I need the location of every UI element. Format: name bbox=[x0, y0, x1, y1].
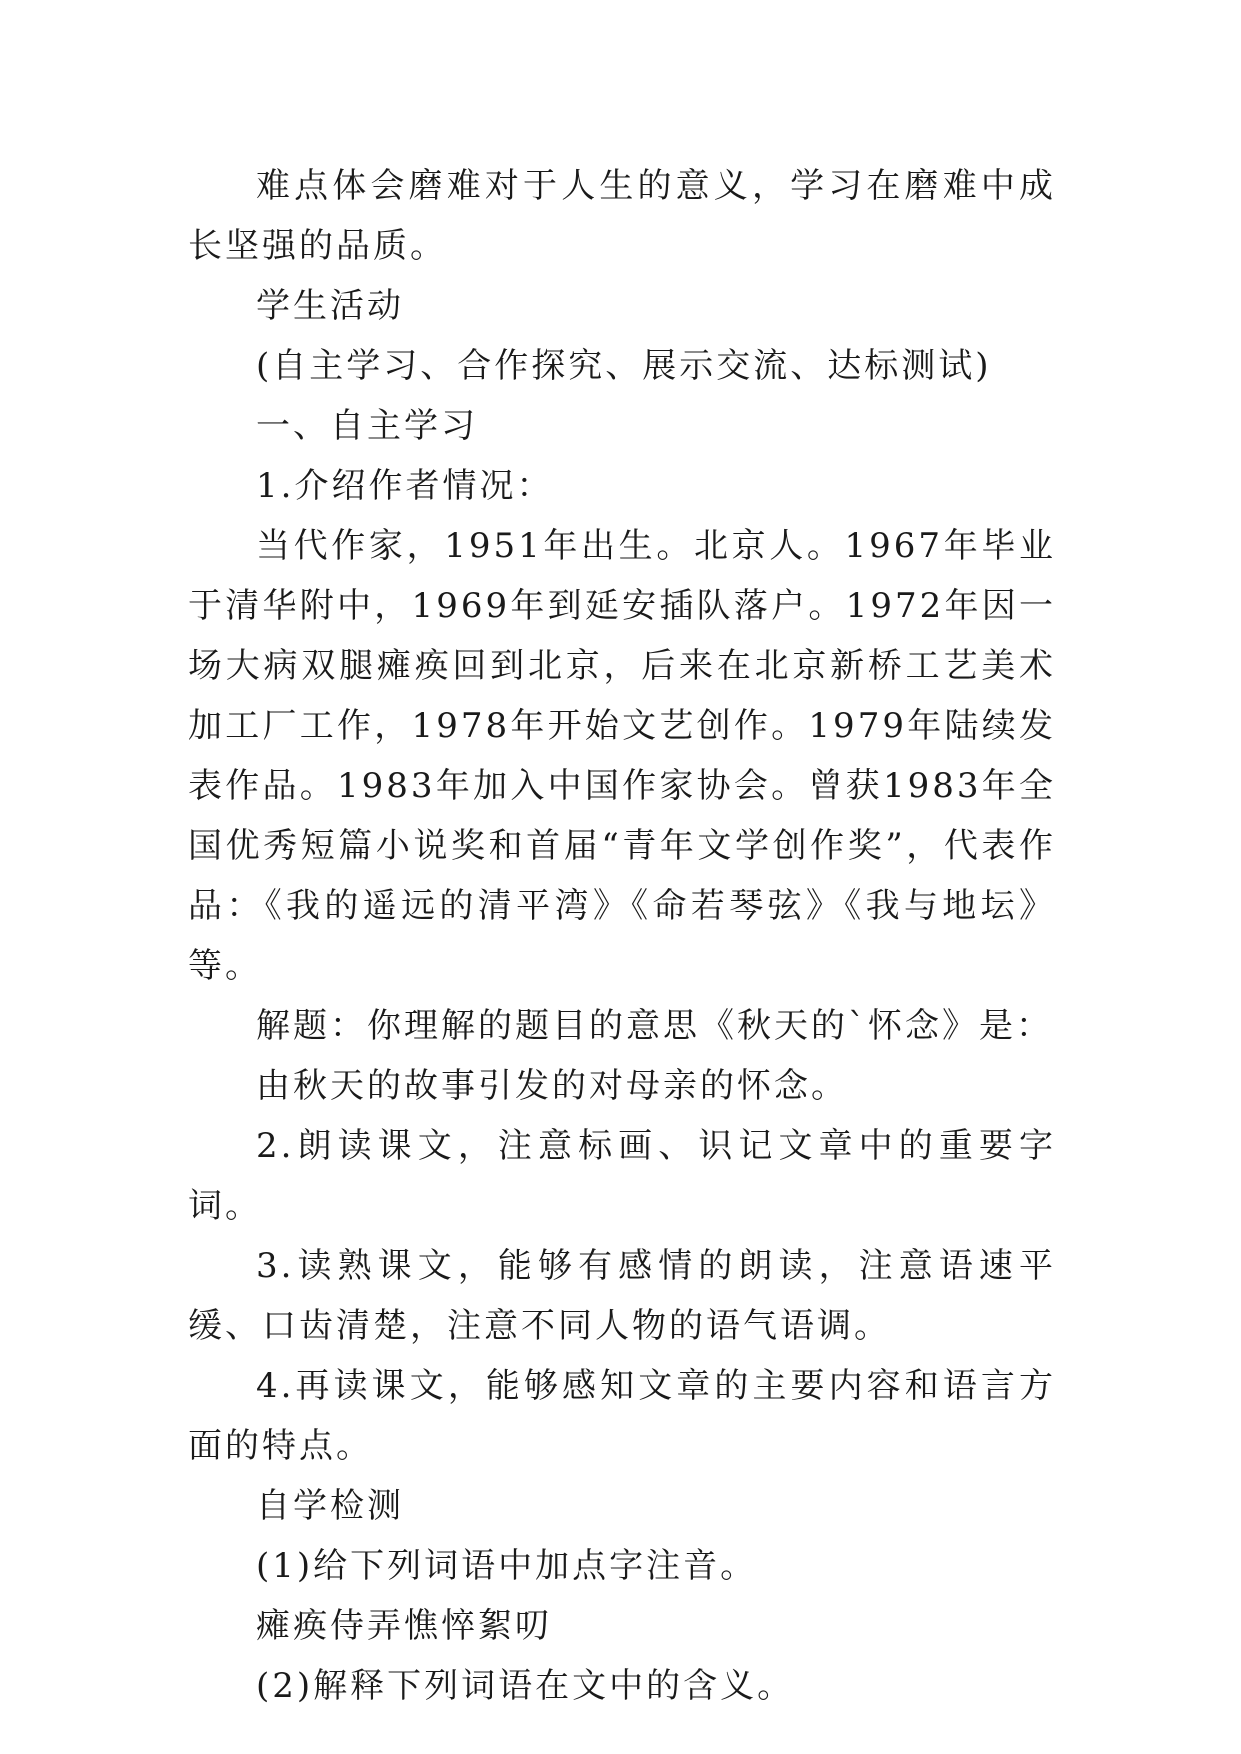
exercise-explain-words: (2)解释下列词语在文中的含义。 bbox=[256, 1666, 795, 1706]
paragraph-title-answer: 由秋天的故事引发的对母亲的怀念。 bbox=[256, 1066, 848, 1106]
paragraph-difficulty: 难点体会磨难对于人生的意义，学习在磨难中成长坚强的品质。 bbox=[188, 166, 1056, 266]
paragraph-title-question: 解题：你理解的题目的意思《秋天的`怀念》是： bbox=[256, 1006, 1053, 1046]
exercise-word-list: 瘫痪侍弄憔悴絮叨 bbox=[256, 1606, 552, 1646]
document-body bbox=[188, 156, 1056, 1716]
paragraph-activity-types: (自主学习、合作探究、展示交流、达标测试) bbox=[256, 346, 992, 386]
item-author-intro: 1.介绍作者情况： bbox=[256, 466, 554, 506]
item-read-fluently: 3.读熟课文，能够有感情的朗读，注意语速平缓、口齿清楚，注意不同人物的语气语调。 bbox=[188, 1246, 1056, 1346]
heading-self-check: 自学检测 bbox=[256, 1486, 404, 1526]
exercise-pinyin: (1)给下列词语中加点字注音。 bbox=[256, 1546, 758, 1586]
item-read-aloud: 2.朗读课文，注意标画、识记文章中的重要字词。 bbox=[188, 1126, 1056, 1226]
item-reread: 4.再读课文，能够感知文章的主要内容和语言方面的特点。 bbox=[188, 1366, 1056, 1466]
paragraph-author-bio: 当代作家，1951年出生。北京人。1967年毕业于清华附中，1969年到延安插队落户。1972年因一场大病双腿瘫痪回到北京，后来在北京新桥工艺美术加工厂工作，1978年开始文艺创作。1979年陆续发表作品。1983年加入中国作家协会。曾获1983年全国优秀短篇小说奖和首届“青年文学创作奖”，代表作品：《我的遥远的清平湾》《命若琴弦》《我与地坛》等。 bbox=[188, 526, 1056, 986]
heading-self-study: 一、自主学习 bbox=[256, 406, 478, 446]
heading-student-activities: 学生活动 bbox=[256, 286, 404, 326]
